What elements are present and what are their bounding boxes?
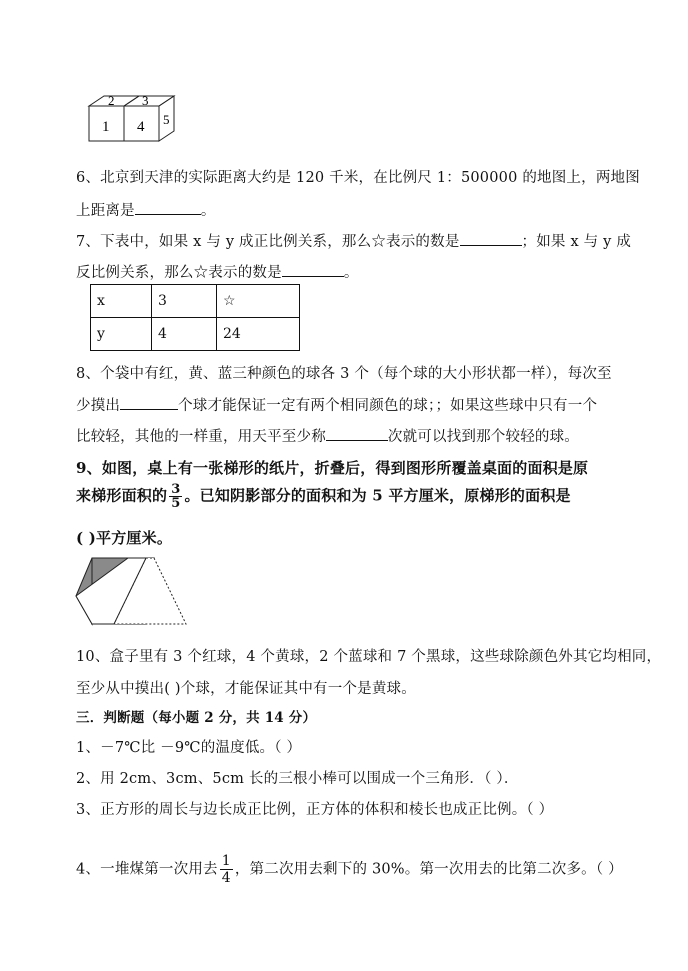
judge-item-4-post: ，第二次用去剩下的 30%。第一次用去的比第二次多。（ ） xyxy=(234,861,623,878)
j4-fraction xyxy=(220,853,233,886)
q7-line2 xyxy=(76,261,359,282)
q10-line1: 10、盒子里有 3 个红球，4 个黄球，2 个蓝球和 7 个黑球，这些球除颜色外其它均相同， xyxy=(76,649,662,665)
q9-line2-post: 。已知阴影部分的面积和为 5 平方厘米，原梯形的面积是 xyxy=(184,486,571,505)
q8-line3 xyxy=(76,425,579,446)
cube-face-2: 2 xyxy=(108,93,115,108)
q6-answer-blank[interactable] xyxy=(135,213,201,215)
table-cell: ☆ xyxy=(217,285,300,318)
q8-answer-blank-2[interactable] xyxy=(326,439,388,441)
table-cell: x xyxy=(91,285,152,318)
table-cell: 24 xyxy=(217,318,300,351)
q6-line1: 6、北京到天津的实际距离大约是 120 千米，在比例尺 1：500000 的地图上，两地图 xyxy=(76,170,640,186)
q7-line2-pre: 反比例关系，那么☆表示的数是 xyxy=(76,265,282,281)
cube-figure xyxy=(80,90,190,150)
q10-line2: 至少从中摸出( )个球，才能保证其中有一个是黄球。 xyxy=(76,681,416,697)
q7-line2-post: 。 xyxy=(343,265,359,281)
q6-line2 xyxy=(76,199,216,220)
q9-line1: 9、如图，桌上有一张梯形的纸片，折叠后，得到图形所覆盖桌面的面积是原 xyxy=(76,459,589,477)
q7-answer-blank-2[interactable] xyxy=(282,275,344,277)
fraction-numerator: 3 xyxy=(171,482,181,497)
q7-table xyxy=(90,284,300,351)
q8-line1: 8、个袋中有红，黄、蓝三种颜色的球各 3 个（每个球的大小形状都一样），每次至 xyxy=(76,366,612,382)
q9-line3: ( )平方厘米。 xyxy=(76,529,173,547)
judge-item-1: 1、－7℃比 －9℃的温度低。（ ） xyxy=(76,740,302,756)
fraction-denominator: 5 xyxy=(171,496,181,511)
cube-face-1: 1 xyxy=(102,119,110,135)
fraction-denominator: 4 xyxy=(221,870,231,886)
q9-fraction xyxy=(169,483,182,510)
q7-line1-pre: 7、下表中，如果 x 与 y 成正比例关系，那么☆表示的数是 xyxy=(76,234,460,250)
cube-face-4: 4 xyxy=(137,119,145,135)
cube-face-5: 5 xyxy=(163,112,170,127)
table-row xyxy=(91,285,300,318)
section3-title: 三．判断题（每小题 2 分，共 14 分） xyxy=(76,710,317,726)
table-row xyxy=(91,318,300,351)
q6-line2-post: 。 xyxy=(200,203,216,219)
q7-line1-post: ；如果 x 与 y 成 xyxy=(521,234,632,250)
trapezoid-fold-figure xyxy=(74,556,194,632)
table-cell: 3 xyxy=(152,285,217,318)
table-cell: 4 xyxy=(152,318,217,351)
q8-line2 xyxy=(76,394,597,415)
q8-line2-post: 个球才能保证一定有两个相同颜色的球；；如果这些球中只有一个 xyxy=(178,398,598,414)
judge-item-4 xyxy=(76,853,623,886)
judge-item-2: 2、用 2cm、3cm、5cm 长的三根小棒可以围成一个三角形．（ ）． xyxy=(76,771,519,787)
q7-line1 xyxy=(76,230,631,251)
q9-line2 xyxy=(76,483,571,510)
q8-answer-blank-1[interactable] xyxy=(120,408,178,410)
q8-line2-pre: 少摸出 xyxy=(76,398,121,414)
q8-line3-post: 次就可以找到那个较轻的球。 xyxy=(387,429,580,445)
judge-item-4-pre: 4、一堆煤第一次用去 xyxy=(76,861,218,878)
cube-face-3: 3 xyxy=(142,93,149,108)
judge-item-3: 3、正方形的周长与边长成正比例，正方体的体积和棱长也成正比例。（ ） xyxy=(76,802,554,818)
fraction-numerator: 1 xyxy=(221,853,231,869)
q8-line3-pre: 比较轻，其他的一样重，用天平至少称 xyxy=(76,429,326,445)
q6-line2-pre: 上距离是 xyxy=(76,203,135,219)
table-cell: y xyxy=(91,318,152,351)
q9-line2-pre: 来梯形面积的 xyxy=(76,486,168,505)
q7-answer-blank-1[interactable] xyxy=(460,244,522,246)
